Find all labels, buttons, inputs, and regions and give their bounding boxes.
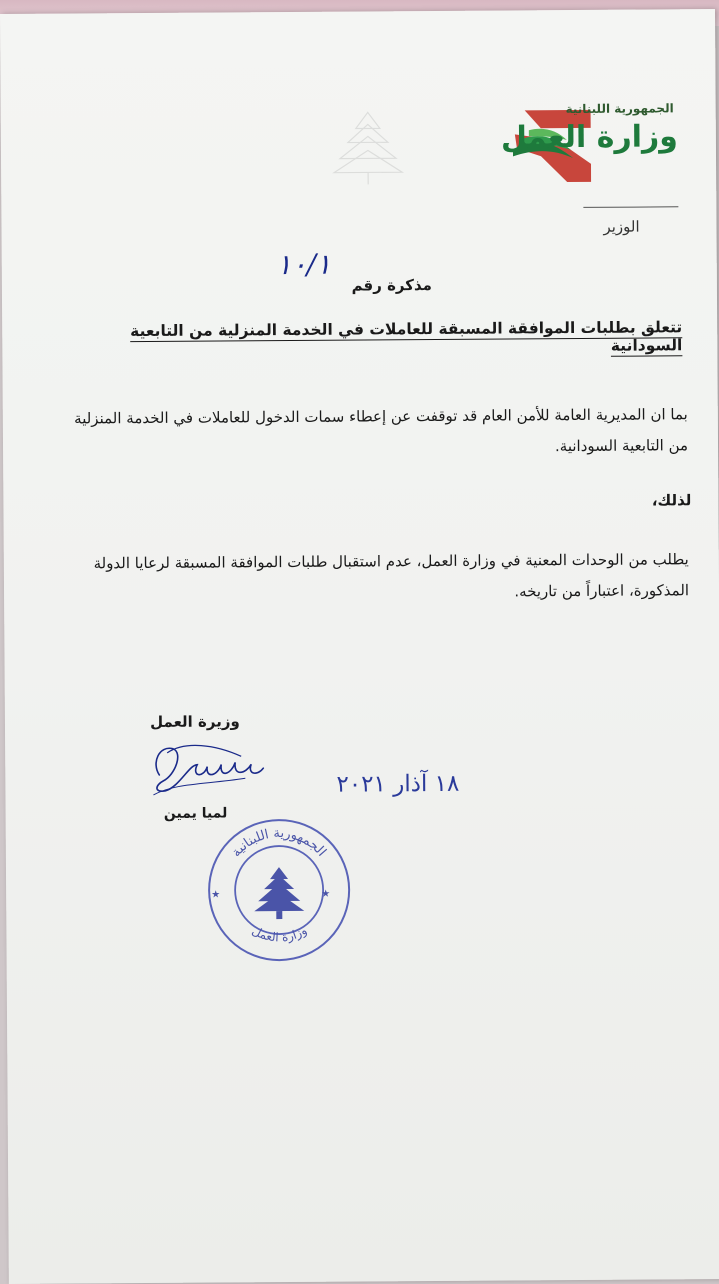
svg-text:وزارة العمل <box>250 923 310 945</box>
handwritten-signature <box>145 734 265 797</box>
minister-office-label: الوزير <box>581 217 661 236</box>
cedar-icon <box>254 867 304 919</box>
letterhead-ministry: وزارة العمل <box>501 119 678 155</box>
therefore-label: لذلك، <box>603 491 691 510</box>
ministry-logo <box>511 97 687 193</box>
memo-label: مذكرة رقم <box>262 276 432 295</box>
seal-outer-text: الجمهورية اللبنانية <box>229 826 329 861</box>
body-paragraph-1: بما ان المديرية العامة للأمن العام قد توقفت عن إعطاء سمات الدخول للعاملات في الخدمة المنزلية من التابعية السودانية. <box>53 399 688 465</box>
signatory-name: لميا يمين <box>146 805 246 822</box>
signatory-title: وزيرة العمل <box>115 712 275 731</box>
official-seal <box>204 815 355 966</box>
document-page <box>0 9 719 1284</box>
svg-text:★: ★ <box>211 889 220 900</box>
body-paragraph-2: يطلب من الوحدات المعنية في وزارة العمل، عدم استقبال طلبات الموافقة المسبقة لرعايا الدولة المذكورة، اعتباراً من تاريخه. <box>54 544 689 610</box>
svg-text:★: ★ <box>321 889 330 900</box>
svg-text:الجمهورية اللبنانية <box>229 826 329 861</box>
memo-subject: تتعلق بطلبات الموافقة المسبقة للعاملات في الخدمة المنزلية من التابعية السودانية <box>82 318 682 358</box>
memo-number: ١٠/١ <box>264 248 344 297</box>
date-stamp: ١٨ آذار ٢٠٢١ <box>325 771 470 798</box>
seal-inner-text: وزارة العمل <box>250 923 310 945</box>
letterhead-country: الجمهورية اللبنانية <box>565 101 673 116</box>
cedar-watermark-icon <box>326 106 412 187</box>
header-rule <box>583 206 678 208</box>
